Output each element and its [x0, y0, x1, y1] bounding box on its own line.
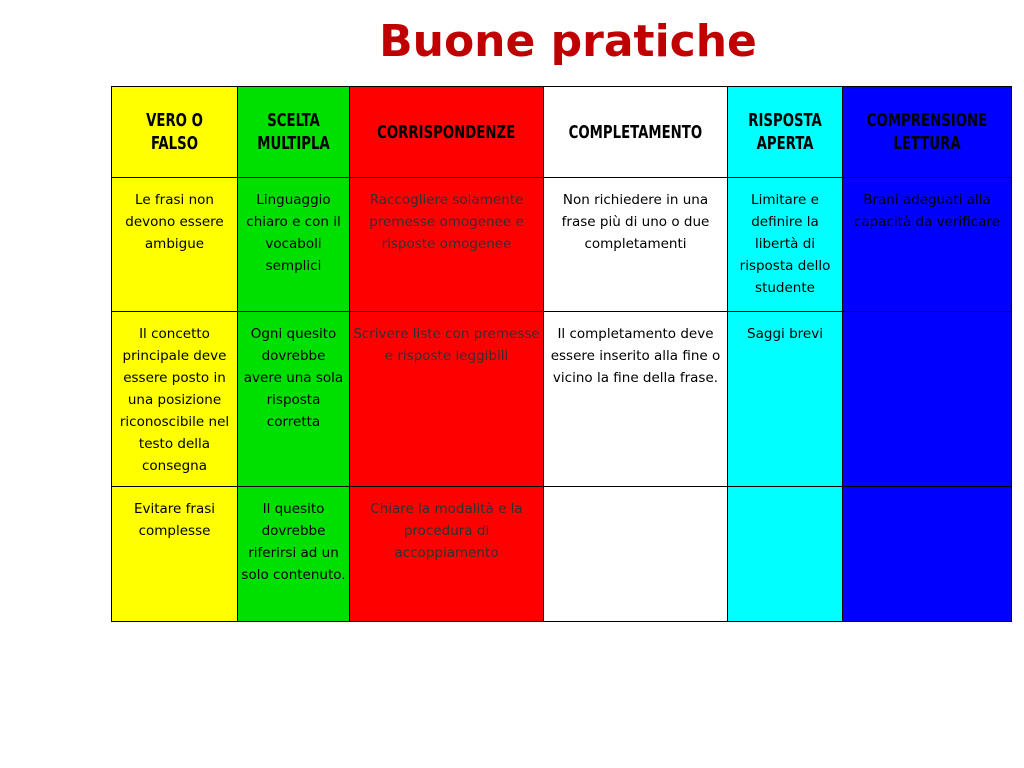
- header-label: COMPLETAMENTO: [568, 121, 703, 143]
- header-label: RISPOSTA APERTA: [748, 110, 822, 154]
- table-cell: Ogni quesito dovrebbe avere una sola risposta corretta: [238, 312, 350, 487]
- page-title: Buone pratiche: [379, 16, 757, 67]
- table-cell: [843, 487, 1012, 622]
- header-risposta-aperta: [728, 86, 843, 178]
- table-cell: Evitare frasi complesse: [111, 487, 238, 622]
- table-cell: Chiare la modalità e la procedura di accoppiamento: [350, 487, 544, 622]
- table-cell: Brani adeguati alla capacità da verificare: [843, 178, 1012, 312]
- table-cell: Le frasi non devono essere ambigue: [111, 178, 238, 312]
- table-cell: [843, 312, 1012, 487]
- header-scelta-multipla: [238, 86, 350, 178]
- header-comprensione-lettura: [843, 86, 1012, 178]
- table-cell: Raccogliere solamente premesse omogenee e risposte omogenee: [350, 178, 544, 312]
- header-label: SCELTA MULTIPLA: [257, 110, 330, 154]
- header-vero-o-falso: [111, 86, 238, 178]
- table-cell: Il concetto principale deve essere posto in una posizione riconoscibile nel testo della consegna: [111, 312, 238, 487]
- table-cell: Non richiedere in una frase più di uno o due completamenti: [544, 178, 728, 312]
- header-label: CORRISPONDENZE: [377, 121, 516, 143]
- header-completamento: [544, 86, 728, 178]
- best-practices-table: [111, 86, 1012, 622]
- header-label: VERO O FALSO: [146, 110, 203, 154]
- header-corrispondenze: [350, 86, 544, 178]
- table-cell: [728, 487, 843, 622]
- table-cell: [544, 487, 728, 622]
- table-cell: Scrivere liste con premesse e risposte leggibili: [350, 312, 544, 487]
- table-cell: Saggi brevi: [728, 312, 843, 487]
- table-cell: Linguaggio chiaro e con il vocaboli semplici: [238, 178, 350, 312]
- header-label: COMPRENSIONE LETTURA: [866, 110, 988, 154]
- table-cell: Limitare e definire la libertà di risposta dello studente: [728, 178, 843, 312]
- table-cell: Il quesito dovrebbe riferirsi ad un solo contenuto.: [238, 487, 350, 622]
- table-cell: Il completamento deve essere inserito alla fine o vicino la fine della frase.: [544, 312, 728, 487]
